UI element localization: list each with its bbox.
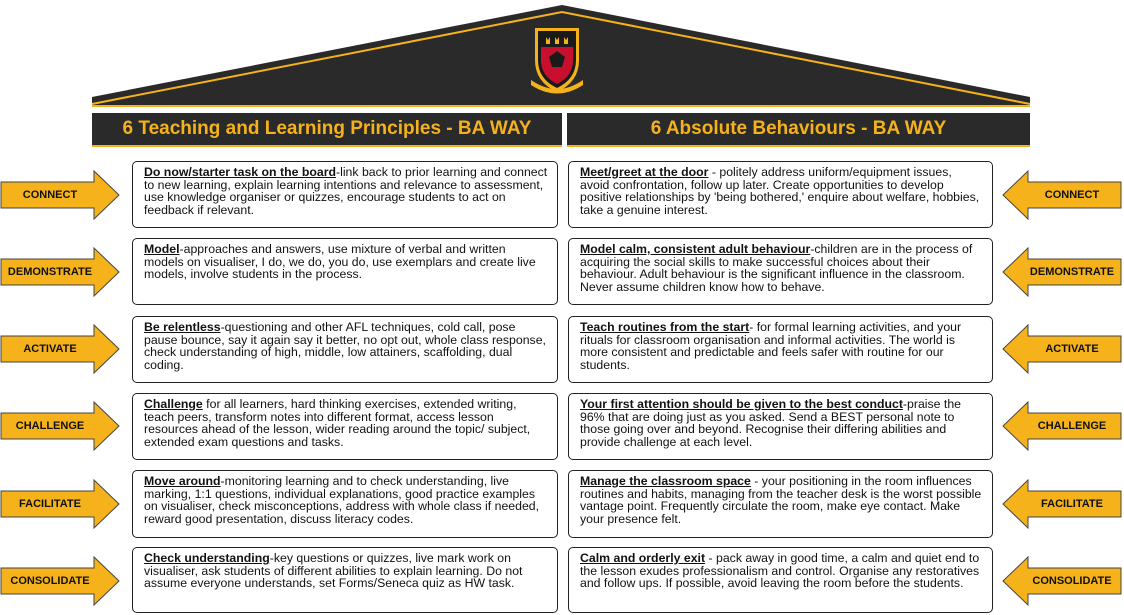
principle-text: -monitoring learning and to check understanding, live marking, 1:1 questions, individual explanations, good practice examples on visualiser, check misconceptions, address with whole class if needed, reward good presentation, discuss literacy codes. bbox=[144, 474, 540, 526]
arrow-right-facilitate bbox=[1002, 479, 1122, 529]
arrow-left-activate bbox=[0, 324, 120, 374]
behaviour-text: - pack away in good time, a calm and quiet end to the lesson exudes professionalism and control. Organise any restoratives and follow ups. If possible, avoid leaving the room before the students. bbox=[580, 551, 980, 591]
arrow-label: CONNECT bbox=[1044, 189, 1100, 201]
arrow-label: CONSOLIDATE bbox=[10, 575, 90, 587]
arrow-right-consolidate bbox=[1002, 556, 1122, 606]
arrow-label: CONSOLIDATE bbox=[1032, 575, 1112, 587]
principle-box-challenge bbox=[132, 393, 558, 460]
behaviour-lead: Manage the classroom space bbox=[580, 474, 751, 488]
arrow-label: CHALLENGE bbox=[1037, 420, 1107, 432]
behaviour-box-consolidate bbox=[568, 547, 993, 613]
principle-text: -key questions or quizzes, live mark work on visualiser, ask students of different abilities to explain learning. Do not assume everyone understands, set Forms/Seneca quiz as HW task. bbox=[144, 551, 523, 591]
arrow-label: CONNECT bbox=[22, 189, 78, 201]
principle-lead: Model bbox=[144, 242, 180, 256]
behaviour-lead: Calm and orderly exit bbox=[580, 551, 706, 565]
header-left-title: 6 Teaching and Learning Principles - BA WAY bbox=[122, 118, 532, 139]
principle-box-activate bbox=[132, 316, 558, 383]
behaviour-box-facilitate bbox=[568, 470, 993, 538]
arrow-left-challenge bbox=[0, 401, 120, 451]
principle-lead: Do now/starter task on the board bbox=[144, 165, 336, 179]
principle-lead: Be relentless bbox=[144, 320, 221, 334]
arrow-label: FACILITATE bbox=[19, 498, 81, 510]
behaviour-text: -praise the 96% that are doing just as you asked. Send a BEST personal note to those going over and beyond. Recognise their differing abilities and provide challenge at each level. bbox=[580, 397, 962, 449]
behaviour-text: - your positioning in the room influences routines and habits, managing from the teacher desk is the worst possible vantage point. Frequently circulate the room, make eye contact. Make your presence felt. bbox=[580, 474, 982, 526]
principle-lead: Check understanding bbox=[144, 551, 270, 565]
arrow-left-connect bbox=[0, 170, 120, 220]
arrow-right-activate bbox=[1002, 324, 1122, 374]
principle-text: -approaches and answers, use mixture of verbal and written models on visualiser, I do, we do, you do, use exemplars and create live models, involve students in the process. bbox=[144, 242, 536, 282]
principle-lead: Challenge bbox=[144, 397, 203, 411]
arrow-right-demonstrate bbox=[1002, 247, 1122, 297]
arrow-right-connect bbox=[1002, 170, 1122, 220]
behaviour-lead: Model calm, consistent adult behaviour bbox=[580, 242, 811, 256]
behaviour-text: - for formal learning activities, and your rituals for classroom organisation and informal activities. The world is more consistent and predictable and feels safer with routine for our students. bbox=[580, 320, 962, 372]
header-absolute-behaviours bbox=[567, 113, 1030, 147]
behaviour-lead: Teach routines from the start bbox=[580, 320, 750, 334]
header-teaching-principles bbox=[92, 113, 562, 147]
arrow-label: FACILITATE bbox=[1041, 498, 1103, 510]
principle-box-demonstrate bbox=[132, 238, 558, 305]
principle-box-connect bbox=[132, 161, 558, 228]
behaviour-box-connect bbox=[568, 161, 993, 228]
school-crest-logo bbox=[527, 20, 587, 98]
arrow-right-challenge bbox=[1002, 401, 1122, 451]
arrow-left-demonstrate bbox=[0, 247, 120, 297]
principle-text: for all learners, hard thinking exercises, extended writing, teach peers, transform notes into different format, access lesson resources ahead of the lesson, wider reading around the topic/ subject, extended exam questions and tasks. bbox=[144, 397, 531, 449]
behaviour-text: - politely address uniform/equipment issues, avoid confrontation, follow up later. Create opportunities to develop positive relationships by 'being bothered,' enquire about welfare, hobbies, take a genuine interest. bbox=[580, 165, 980, 217]
behaviour-text: -children are in the process of acquiring the social skills to make successful choices about their behaviour. Adult behaviour is the significant influence in the classroom. Never assume children know how to behave. bbox=[580, 242, 973, 294]
arrow-left-consolidate bbox=[0, 556, 120, 606]
behaviour-box-challenge bbox=[568, 393, 993, 460]
behaviour-box-demonstrate bbox=[568, 238, 993, 305]
behaviour-lead: Your first attention should be given to the best conduct bbox=[580, 397, 903, 411]
behaviour-lead: Meet/greet at the door bbox=[580, 165, 709, 179]
principle-text: -questioning and other AFL techniques, cold call, pose pause bounce, say it again say it better, no opt out, whole class response, check understanding of high, middle, low attainers, scaffolding, dual coding. bbox=[144, 320, 546, 372]
principle-lead: Move around bbox=[144, 474, 221, 488]
arrow-label: ACTIVATE bbox=[1045, 343, 1099, 355]
header-right-title: 6 Absolute Behaviours - BA WAY bbox=[650, 118, 947, 139]
arrow-label: CHALLENGE bbox=[15, 420, 85, 432]
behaviour-box-activate bbox=[568, 316, 993, 383]
principle-box-consolidate bbox=[132, 547, 558, 613]
arrow-label: DEMONSTRATE bbox=[7, 266, 93, 278]
principle-text: -link back to prior learning and connect to new learning, explain learning intentions and relevance to assessment, use knowledge organiser or quizzes, encourage students to act on feedback if relevant. bbox=[144, 165, 548, 217]
arrow-label: ACTIVATE bbox=[23, 343, 77, 355]
principle-box-facilitate bbox=[132, 470, 558, 538]
arrow-label: DEMONSTRATE bbox=[1029, 266, 1115, 278]
arrow-left-facilitate bbox=[0, 479, 120, 529]
